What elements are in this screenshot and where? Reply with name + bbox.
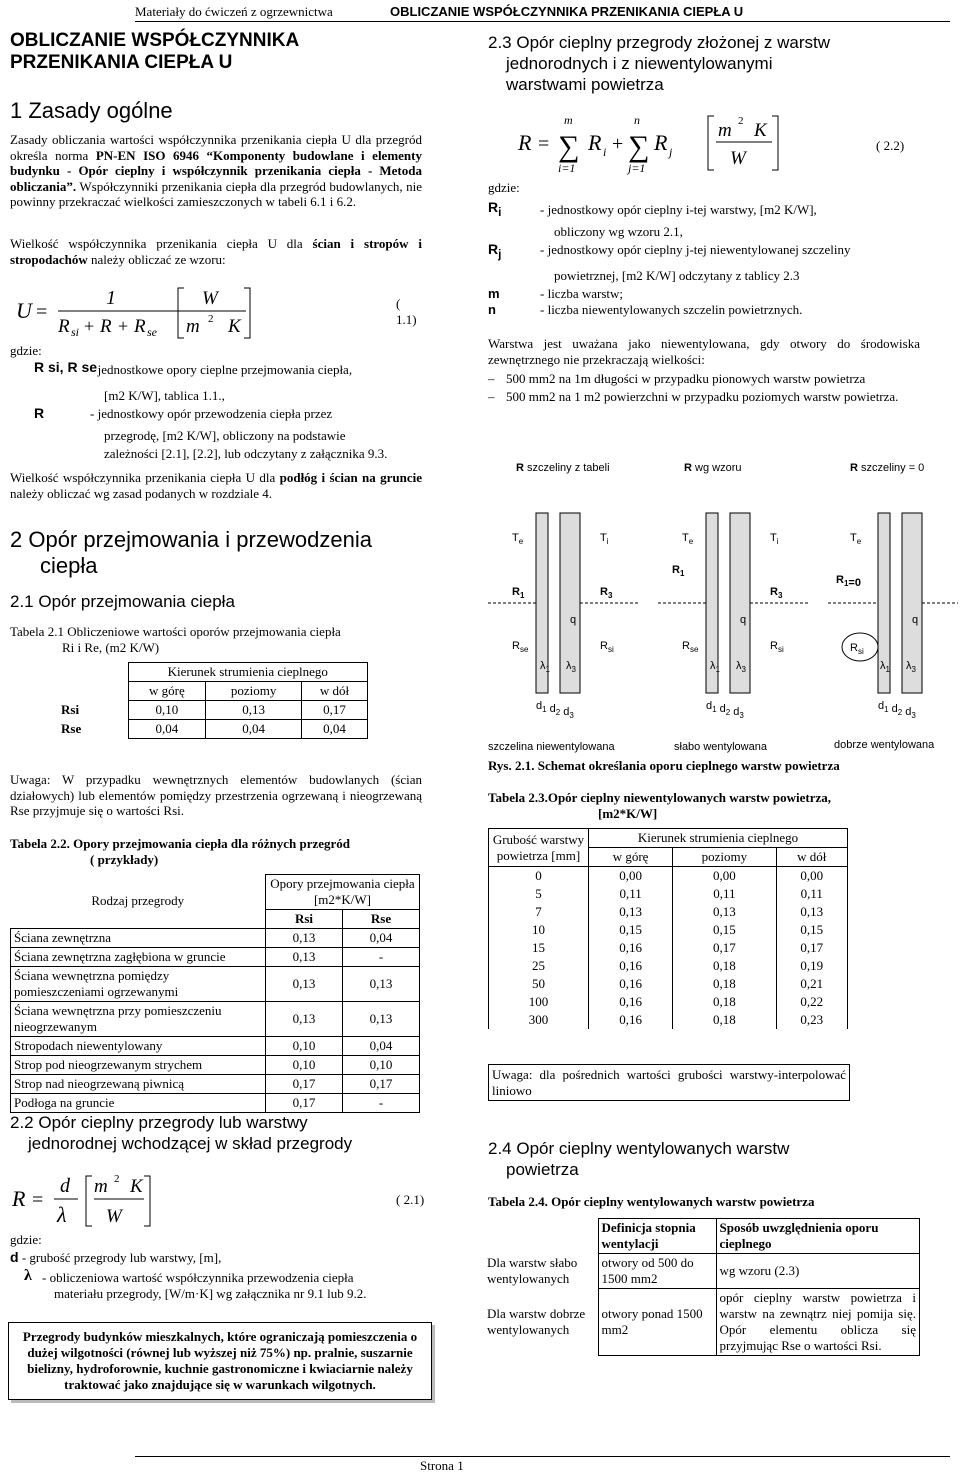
- svg-text:słabo wentylowana: słabo wentylowana: [674, 741, 767, 753]
- svg-text:R: R: [588, 130, 602, 155]
- svg-text:λ3: $\lambda_3$: [736, 660, 746, 674]
- table-row: Dla warstw dobrze wentylowanych otwory ponad 1500 mm2 opór cieplny warstw powietrza i warstw na zewnątrz niej pomija się. Opór elementu oblicza się przyjmując Rse o wartości Rsi.: [484, 1289, 920, 1356]
- table-row: Stropodach niewentylowany 0,10 0,04: [11, 1037, 420, 1056]
- equation-2-1: R = d λ m 2 K W ( 2.1): [12, 1173, 425, 1227]
- svg-text:Te: $T_e$: [682, 532, 694, 546]
- table-row: 7 0,13 0,13 0,13: [489, 903, 848, 921]
- svg-text:Rse: $R_{se}$: [512, 640, 529, 654]
- svg-text:m: m: [718, 120, 732, 141]
- svg-text:+: +: [612, 133, 624, 155]
- svg-text:Te: $T_e$: [512, 532, 524, 546]
- section-2-3-list: – 500 mm2 na 1m długości w przypadku pionowych warstw powietrza – 500 mm2 na 1 m2 powierzchni w przypadku poziomych warstw powietrza.: [488, 371, 899, 404]
- svg-text:1: 1: [106, 287, 116, 309]
- svg-text:n: n: [634, 113, 640, 127]
- svg-text:∑: ∑: [628, 130, 650, 163]
- table-row: Ściana wewnętrzna pomiędzy pomieszczeniami ogrzewanymi 0,13 0,13: [11, 967, 420, 1002]
- table-row: 25 0,16 0,18 0,19: [489, 957, 848, 975]
- svg-text:q: q: [740, 614, 747, 626]
- svg-text:R3: $R_3$: [600, 586, 613, 600]
- section-1-paragraph-2: Wielkość współczynnika przenikania ciepła U dla ścian i stropów i stropodachów należy obliczać ze wzoru:: [10, 236, 423, 267]
- svg-text:m: m: [564, 113, 573, 127]
- svg-text:λ1: $\lambda_1$: [710, 660, 720, 674]
- svg-text:λ: λ: [57, 1202, 67, 1227]
- svg-text:R szczeliny z tabeli: R szczeliny z tabeli: [516, 462, 610, 474]
- svg-text:dobrze wentylowana: dobrze wentylowana: [834, 739, 935, 751]
- table-2-1-caption: Tabela 2.1 Obliczeniowe wartości oporów przejmowania ciepła Ri i Re, (m2 K/W): [10, 624, 341, 655]
- svg-text:W: W: [730, 148, 746, 169]
- table-row: Strop pod nieogrzewanym strychem 0,10 0,10: [11, 1056, 420, 1075]
- table-2-2-caption: Tabela 2.2. Opory przejmowania ciepła dla różnych przegród ( przykłady): [10, 836, 351, 867]
- section-1-heading: 1 Zasady ogólne: [10, 98, 173, 123]
- svg-text:q: q: [570, 614, 577, 626]
- svg-text:R: R: [134, 316, 146, 337]
- table-row: Podłoga na gruncie 0,17 -: [11, 1094, 420, 1113]
- figure-2-1-caption: Rys. 2.1. Schemat określania oporu cieplnego warstw powietrza: [488, 758, 840, 773]
- table-row: 100 0,16 0,18 0,22: [489, 993, 848, 1011]
- uwaga-2-1: Uwaga: W przypadku wewnętrznych elementów budowlanych (ścian działowych) lub elementów pomiędzy przestrzenia ogrzewaną i nieogrzewaną Rse przyjmuje się o wartości Rsi.: [10, 772, 422, 818]
- section-2-1-heading: 2.1 Opór przejmowania ciepła: [10, 592, 235, 611]
- table-row: Ściana zewnętrzna 0,13 0,04: [11, 929, 420, 948]
- svg-text:W: W: [202, 288, 218, 309]
- table-row: Ściana zewnętrzna zagłębiona w gruncie 0,13 -: [11, 948, 420, 967]
- section-1-gdzie: gdzie:: [10, 343, 42, 358]
- warning-box: Przegrody budynków mieszkalnych, które ograniczają pomieszczenia o dużej wilgotności (równej lub wyższej niż 75%) np. pralnie, suszarnie bielizny, hydroforownie, kuchnie gastronomiczne i kwiaciarnie należy traktować jako znajdujące się w warunkach wilgotnych.: [8, 1322, 432, 1400]
- svg-text:Ti: $T_i$: [600, 532, 609, 546]
- svg-text:K: K: [754, 120, 767, 141]
- svg-text:2: 2: [738, 115, 744, 127]
- equation-2-2: R = m ∑ i=1 R i + n ∑ j=1 R j m 2 K W ( 2.2): [518, 113, 905, 175]
- table-2-3: Grubość warstwy powietrza [mm] Kierunek strumienia cieplnego w górę poziomy w dół 0 0,00 0,00 0,00 5 0,11 0,11 0,11 7 0,13 0,13 0,13 10 0,15 0,15 0,15 15 0,16 0,17 0,17 25 0,16 0,18 0,19 50 0,16 0,18 0,21 100 0,16 0,18 0,22 300 0,16 0,18 0,23: [488, 828, 848, 1029]
- svg-text:2: 2: [208, 313, 214, 325]
- svg-text:Rsi: $R_{si}$: [850, 642, 864, 656]
- svg-text:si: si: [71, 325, 80, 339]
- table-row: Rsi 0,10 0,13 0,17: [58, 701, 368, 720]
- table-2-4: Definicja stopnia wentylacji Sposób uwzględnienia oporu cieplnego Dla warstw słabo wentylowanych otwory od 500 do 1500 mm2 wg wzoru (2.3) Dla warstw dobrze wentylowanych otwory ponad 1500 mm2 opór cieplny warstw powietrza i warstw na zewnątrz niej pomija się. Opór elementu oblicza się przyjmując Rse o wartości Rsi.: [484, 1218, 920, 1356]
- svg-text:W: W: [106, 1206, 122, 1227]
- svg-text:λ3: $\lambda_3$: [566, 660, 576, 674]
- equation-1-1: [14, 284, 424, 344]
- section-2-2-gdzie: gdzie:: [10, 1232, 42, 1247]
- svg-text:R: R: [12, 1186, 26, 1211]
- section-2-2-heading: 2.2 Opór cieplny przegrody lub warstwy jednorodnej wchodzącej w skład przegrody: [10, 1113, 353, 1153]
- svg-text:R1: $R_1$: [512, 586, 525, 600]
- table-2-3-caption: Tabela 2.3.Opór cieplny niewentylowanych warstw powietrza, [m2*K/W]: [488, 790, 832, 821]
- svg-text:Rse: $R_{se}$: [682, 640, 699, 654]
- section-2-3-gdzie: gdzie:: [488, 180, 520, 195]
- section-1-paragraph-1: Zasady obliczania wartości współczynnika przenikania ciepła U dla przegród określa norma PN-EN ISO 6946 “Komponenty budowlane i elementy budynku - Opór cieplny i współczynnik przenikania ciepła - Metoda obliczania”. Współczynniki przenikania ciepła dla przegród budowlanych, nie powinny przekraczać wielkości zamieszczonych w tabeli 6.1 i 6.2.: [10, 132, 422, 209]
- svg-text:=: =: [538, 133, 550, 155]
- diagram-panel-well-ventilated: [828, 513, 958, 720]
- table-row: Ściana wewnętrzna przy pomieszczeniu nieogrzewanym 0,13 0,13: [11, 1002, 420, 1037]
- table-row: Dla warstw słabo wentylowanych otwory od 500 do 1500 mm2 wg wzoru (2.3): [484, 1254, 920, 1289]
- svg-text:d: d: [60, 1175, 70, 1197]
- equation-1-1-label: ( 1.1): [396, 296, 417, 327]
- svg-text:q: q: [912, 614, 919, 626]
- table-2-3-note: Uwaga: dla pośrednich wartości grubości warstwy-interpolować liniowo: [488, 1064, 850, 1101]
- svg-text:R3: $R_3$: [770, 586, 783, 600]
- section-2-3-definitions: $R_i$ - jednostkowy opór cieplny i-tej warstwy, [m2 K/W], obliczony wg wzoru 2.1, $R_j$ - jednostkowy opór cieplny j-tej niewentylowanej szczeliny powietrznej, [m2 K/W] odczytany z tablicy 2.3 m - liczba warstw; n - liczba niewentylowanych szczelin powietrznych.: [488, 199, 851, 317]
- svg-text:m: m: [94, 1176, 108, 1197]
- section-2-4-heading: 2.4 Opór cieplny wentylowanych warstw powietrza: [488, 1139, 790, 1179]
- svg-text:R: R: [518, 130, 532, 155]
- page-footer: [0, 1456, 960, 1476]
- diagram-panel-unventilated: [488, 513, 638, 720]
- air-layer-diagram: [488, 455, 958, 755]
- svg-text:i=1: i=1: [558, 161, 576, 175]
- svg-text:R: R: [100, 316, 112, 337]
- table-row: 300 0,16 0,18 0,23: [489, 1011, 848, 1029]
- table-2-4-caption: Tabela 2.4. Opór cieplny wentylowanych warstw powietrza: [488, 1194, 815, 1209]
- svg-text:λ3: $\lambda_3$: [906, 660, 916, 674]
- table-2-2: Rodzaj przegrody Opory przejmowania ciepła [m2*K/W] Rsi Rse Ściana zewnętrzna 0,13 0,04 Ściana zewnętrzna zagłębiona w gruncie 0,13 - Ściana wewnętrzna pomiędzy pomieszczeniami ogrzewanymi 0,13 0,13 Ściana wewnętrzna przy pomieszczeniu nieogrzewanym 0,13 0,13 Stropodach niewentylowany 0,10 0,04 Strop pod nieogrzewanym strychem 0,10 0,10 Strop nad nieogrzewaną piwnicą 0,17 0,17 Podłoga na gruncie 0,17 -: [10, 874, 420, 1113]
- svg-text:Rsi: $R_{si}$: [770, 640, 784, 654]
- svg-text:R1: $R_1$: [672, 564, 685, 578]
- page-header: [135, 4, 950, 22]
- table-row: Rse 0,04 0,04 0,04: [58, 720, 368, 739]
- svg-text:=: =: [32, 1189, 44, 1211]
- header-left: Materiały do ćwiczeń z ogrzewnictwa: [135, 4, 333, 19]
- header-right: OBLICZANIE WSPÓŁCZYNNIKA PRZENIKANIA CIEPŁA U: [390, 4, 744, 19]
- svg-text:m: m: [186, 316, 200, 337]
- svg-text:∑: ∑: [558, 130, 580, 163]
- svg-text:K: K: [228, 316, 241, 337]
- table-2-1-head: Kierunek strumienia cieplnego: [128, 663, 368, 682]
- table-row: 5 0,11 0,11 0,11: [489, 885, 848, 903]
- svg-text:d1 d2 d3: $d_1$ $d_2$ $d_3$: [536, 700, 574, 720]
- diagram-panel-weakly-ventilated: [658, 513, 808, 720]
- svg-text:λ1: $\lambda_1$: [880, 660, 890, 674]
- svg-text:d1 d2 d3: $d_1$ $d_2$ $d_3$: [706, 700, 744, 720]
- definition-d: d - grubość przegrody lub warstwy, [m],: [10, 1249, 222, 1265]
- svg-text:R szczeliny = 0: R szczeliny = 0: [850, 462, 925, 474]
- svg-text:j: j: [669, 145, 673, 159]
- section-2-heading: 2 Opór przejmowania i przewodzenia ciepła: [10, 527, 372, 578]
- section-2-3-paragraph: Warstwa jest uważana jako niewentylowana, gdy otwory do środowiska zewnętrznego nie przekraczają wielkości:: [488, 336, 920, 367]
- doc-title: OBLICZANIE WSPÓŁCZYNNIKA PRZENIKANIA CIEPŁA U: [10, 30, 300, 73]
- svg-text:se: se: [147, 325, 157, 339]
- svg-text:Rsi: $R_{si}$: [600, 640, 614, 654]
- svg-text:d1 d2 d3: $d_1$ $d_2$ $d_3$: [878, 700, 916, 720]
- svg-text:R wg wzoru: R wg wzoru: [684, 462, 742, 474]
- svg-text:Te: $T_e$: [850, 532, 862, 546]
- table-2-1: Kierunek strumienia cieplnego w górę poziomy w dół Rsi 0,10 0,13 0,17 Rse 0,04 0,04 0,04: [58, 662, 368, 739]
- table-row: 50 0,16 0,18 0,21: [489, 975, 848, 993]
- section-2-3-heading: 2.3 Opór cieplny przegrody złożonej z warstw jednorodnych i z niewentylowanymi warstwami powietrza: [488, 33, 831, 94]
- svg-text:2: 2: [114, 1173, 120, 1185]
- table-row: 0 0,00 0,00 0,00: [489, 867, 848, 886]
- svg-text:U: U: [16, 298, 32, 323]
- svg-text:Ti: $T_i$: [770, 532, 779, 546]
- svg-text:+: +: [118, 316, 129, 336]
- svg-text:λ1: $\lambda_1$: [540, 660, 550, 674]
- svg-text:K: K: [130, 1176, 143, 1197]
- page-number: Strona 1: [420, 1458, 464, 1473]
- svg-text:szczelina niewentylowana: szczelina niewentylowana: [488, 741, 615, 753]
- svg-text:j=1: j=1: [628, 161, 646, 175]
- svg-text:i: i: [603, 145, 607, 159]
- table-row: Strop nad nieogrzewaną piwnicą 0,17 0,17: [11, 1075, 420, 1094]
- section-1-paragraph-3: Wielkość współczynnika przenikania ciepła U dla podłóg i ścian na gruncie należy obliczać wg zasad podanych w rozdziale 4.: [10, 470, 422, 501]
- svg-text:=: =: [36, 301, 48, 323]
- table-row: 15 0,16 0,17 0,17: [489, 939, 848, 957]
- svg-text:+: +: [84, 316, 95, 336]
- table-row: 10 0,15 0,15 0,15: [489, 921, 848, 939]
- svg-text:R: R: [654, 130, 668, 155]
- svg-text:R: R: [58, 316, 70, 337]
- svg-text:R1=0: $R_1=0$: [836, 574, 861, 589]
